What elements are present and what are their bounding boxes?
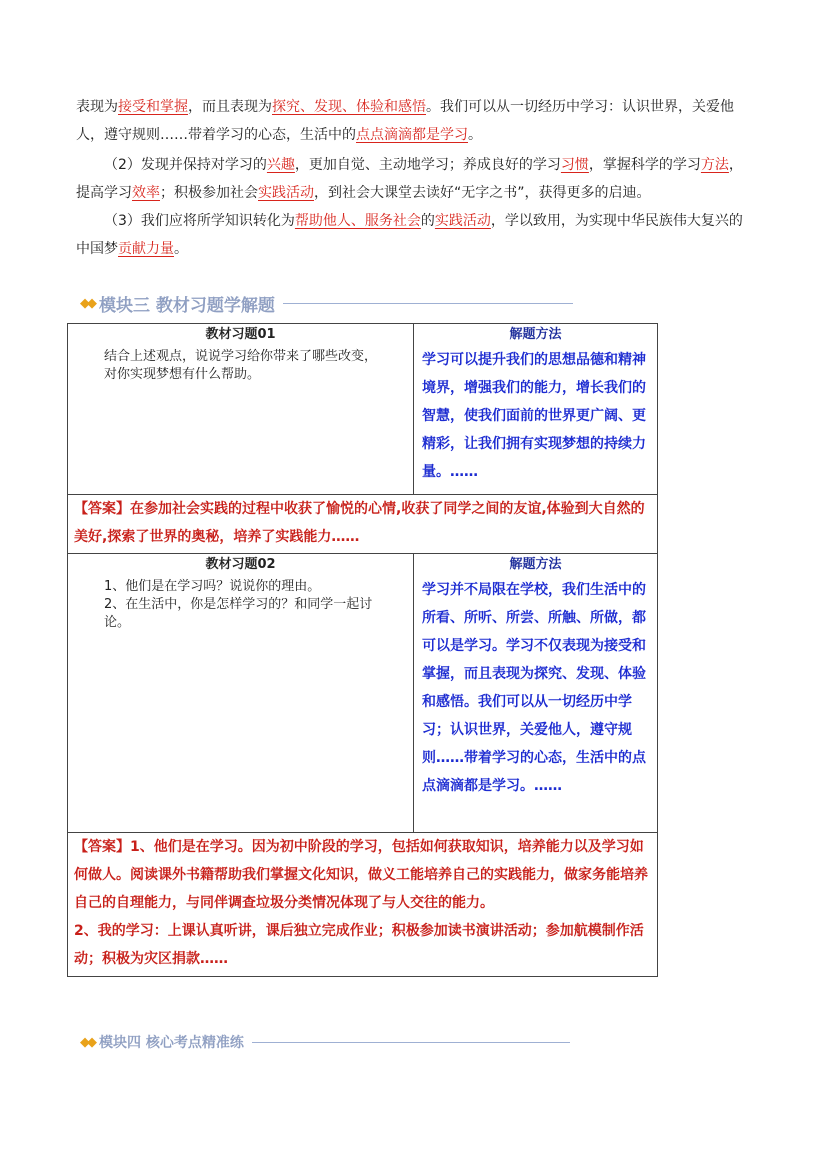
exercise1-answer-row	[68, 495, 658, 554]
intro-paragraph-1: 表现为接受和掌握，而且表现为探究、发现、体验和感悟。我们可以从一切经历中学习：认识世界，关爱他人，遵守规则……带着学习的心态，生活中的点点滴滴都是学习。	[76, 99, 734, 143]
exercise1-header: 教材习题01	[205, 327, 276, 342]
module3-title: 模块三 教材习题学解题	[99, 295, 275, 316]
highlight-interest: 兴趣	[266, 157, 295, 173]
exercise1-question-cell	[68, 324, 414, 495]
exercise2-method-cell	[414, 554, 658, 833]
module3-heading	[80, 291, 573, 315]
diamond-icon: ◆◆	[80, 295, 94, 311]
highlight-everything-learning: 点点滴滴都是学习	[356, 127, 468, 143]
highlight-practice-activity: 实践活动	[434, 213, 491, 229]
exercise1-question: 结合上述观点，说说学习给你带来了哪些改变，对你实现梦想有什么帮助。	[104, 349, 378, 382]
exercise2-method: 学习并不局限在学校，我们生活中的所看、所听、所尝、所触、所做，都可以是学习。学习不仅表现为接受和掌握，而且表现为探究、发现、体验和感悟。我们可以从一切经历中学习；认识世界，关爱他人，遵守规则……带着学习的心态，生活中的点点滴滴都是学习。……	[422, 582, 646, 794]
exercise2-header: 教材习题02	[205, 557, 276, 572]
exercise1-answer-cell	[68, 495, 658, 554]
intro-paragraph-2: （2）发现并保持对学习的兴趣，更加自觉、主动地学习；养成良好的学习习惯，掌握科学的学习方法，提高学习效率；积极参加社会实践活动，到社会大课堂去读好“无字之书”，获得更多的启迪。	[76, 157, 743, 201]
exercise1-row	[68, 324, 658, 495]
exercise2-method-header: 解题方法	[509, 557, 562, 572]
highlight-explore-discover: 探究、发现、体验和感悟	[272, 99, 426, 115]
exercise2-question-cell	[68, 554, 414, 833]
exercise1-answer: 【答案】在参加社会实践的过程中收获了愉悦的心情,收获了同学之间的友谊,体验到大自然的美好,探索了世界的奥秘，培养了实践能力……	[74, 501, 645, 545]
heading-rule	[252, 1042, 570, 1043]
highlight-help-serve: 帮助他人、服务社会	[294, 213, 421, 229]
exercise2-question-1: 1、他们是在学习吗？说说你的理由。	[104, 579, 321, 594]
highlight-habit: 习惯	[560, 157, 589, 173]
exercise2-row	[68, 554, 658, 833]
exercise-table	[67, 323, 658, 977]
module4-heading	[80, 1030, 570, 1054]
exercise1-method-header: 解题方法	[509, 327, 562, 342]
exercise1-method-cell	[414, 324, 658, 495]
exercise2-answer-1: 【答案】1、他们是在学习。因为初中阶段的学习，包括如何获取知识，培养能力以及学习如何做人。阅读课外书籍帮助我们掌握文化知识，做义工能培养自己的实践能力，做家务能培养自己的自理能力，与同伴调查垃圾分类情况体现了与人交往的能力。	[74, 839, 648, 911]
highlight-contribute: 贡献力量	[118, 241, 174, 257]
module4-title: 模块四 核心考点精准练	[99, 1035, 244, 1051]
highlight-method: 方法	[700, 157, 729, 173]
highlight-efficiency: 效率	[132, 185, 160, 201]
intro-paragraph-3: （3）我们应将所学知识转化为帮助他人、服务社会的实践活动，学以致用，为实现中华民族伟大复兴的中国梦贡献力量。	[76, 213, 743, 257]
exercise2-answer-cell	[68, 833, 658, 977]
exercise2-answer-2: 2、我的学习：上课认真听讲，课后独立完成作业；积极参加读书演讲活动；参加航模制作活动；积极为灾区捐款……	[74, 923, 644, 967]
highlight-accept-master: 接受和掌握	[118, 99, 188, 115]
exercise2-answer-row	[68, 833, 658, 977]
highlight-practice: 实践活动	[258, 185, 314, 201]
exercise1-method: 学习可以提升我们的思想品德和精神境界，增强我们的能力，增长我们的智慧，使我们面前的世界更广阔、更精彩，让我们拥有实现梦想的持续力量。……	[422, 352, 646, 480]
diamond-icon: ◆◆	[80, 1034, 94, 1050]
exercise2-question-2: 2、在生活中，你是怎样学习的？和同学一起讨论。	[104, 597, 373, 630]
heading-rule	[283, 303, 573, 304]
